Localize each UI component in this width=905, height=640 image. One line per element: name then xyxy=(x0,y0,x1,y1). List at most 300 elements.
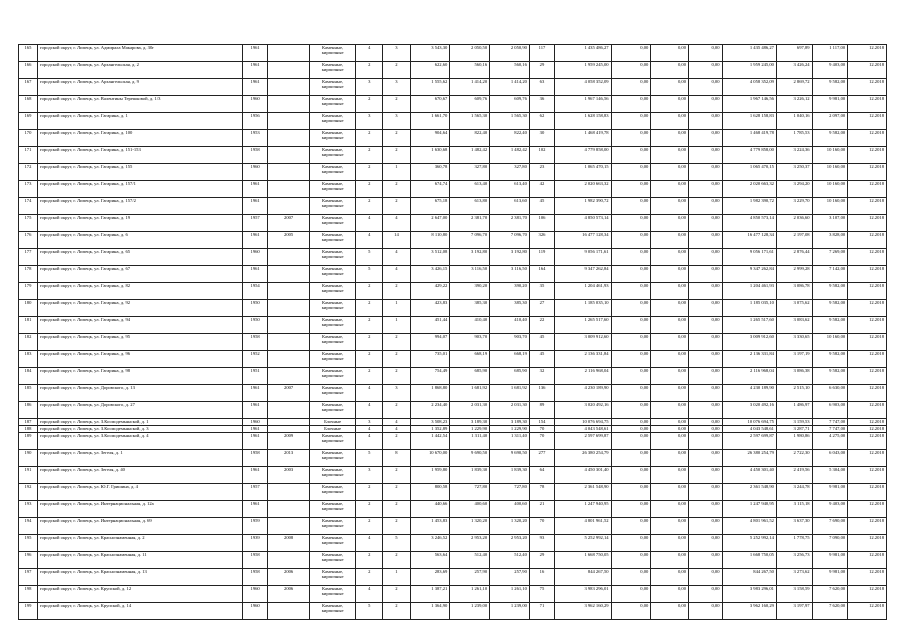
year-renovated-cell: 2007 xyxy=(268,385,310,402)
max-unit-cost-cell: 9 981,00 xyxy=(812,96,848,113)
total-cost-cell: 1 435 486,27 xyxy=(555,45,612,62)
table-row xyxy=(19,266,887,283)
funds-municipal-cell: 0,00 xyxy=(689,351,723,368)
residents-cell: 93 xyxy=(529,535,554,552)
floors-cell: 2 xyxy=(356,181,383,198)
row-number-cell: 187 xyxy=(19,419,38,426)
max-unit-cost-cell: 7 620,00 xyxy=(812,603,848,620)
entrances-cell: 2 xyxy=(383,586,410,603)
row-number-cell: 174 xyxy=(19,198,38,215)
residents-cell: 16 xyxy=(529,569,554,586)
floors-cell: 2 xyxy=(356,368,383,385)
funds-fund-cell: 0,00 xyxy=(611,501,651,518)
area-total-premises-cell: 560,16 xyxy=(450,62,490,79)
floors-cell: 4 xyxy=(356,433,383,450)
entrances-cell: 3 xyxy=(383,385,410,402)
max-unit-cost-cell: 7 142,00 xyxy=(812,266,848,283)
floors-cell: 4 xyxy=(356,535,383,552)
funds-owners-cell: 2 136 331,84 xyxy=(722,351,776,368)
year-built-cell: 1961 xyxy=(243,62,268,79)
funds-region-cell: 0,00 xyxy=(651,586,689,603)
funds-fund-cell: 0,00 xyxy=(611,535,651,552)
housing-register-table xyxy=(18,44,887,620)
wall-material-cell: Каменные, кирпичные xyxy=(310,317,356,334)
row-number-cell: 194 xyxy=(19,518,38,535)
row-number-cell: 198 xyxy=(19,586,38,603)
completion-date-cell: 12.2018 xyxy=(848,569,887,586)
year-built-cell: 1960 xyxy=(243,603,268,620)
unit-cost-cell: 1 785,53 xyxy=(776,130,812,147)
year-built-cell: 1960 xyxy=(243,164,268,181)
total-area-cell: 8 110,80 xyxy=(410,232,450,249)
funds-region-cell: 0,00 xyxy=(651,300,689,317)
funds-region-cell: 0,00 xyxy=(651,198,689,215)
unit-cost-cell: 2 869,72 xyxy=(776,79,812,96)
total-area-cell: 3 508,23 xyxy=(410,419,450,426)
year-renovated-cell xyxy=(268,317,310,334)
area-total-premises-cell: 327,80 xyxy=(450,164,490,181)
unit-cost-cell: 3 229,70 xyxy=(776,198,812,215)
total-area-cell: 1 352,89 xyxy=(410,426,450,433)
area-total-premises-cell: 390,20 xyxy=(450,283,490,300)
address-cell: городской округ, г. Липецк, ул. З.Космодемьянской, д. 4 xyxy=(37,433,242,450)
total-area-cell: 904,64 xyxy=(410,130,450,147)
table-row xyxy=(19,419,887,426)
area-residential-cell: 613,40 xyxy=(490,181,530,198)
total-cost-cell: 4 043 548,61 xyxy=(555,426,612,433)
unit-cost-cell: 3 224,36 xyxy=(776,147,812,164)
address-cell: городской округ, г. Липецк, ул. Гагарина, д. 6 xyxy=(37,232,242,249)
funds-municipal-cell: 0,00 xyxy=(689,300,723,317)
address-cell: городской округ, г. Липецк, ул. Краснознаменная, д. 13 xyxy=(37,569,242,586)
funds-municipal-cell: 0,00 xyxy=(689,198,723,215)
completion-date-cell: 12.2018 xyxy=(848,368,887,385)
completion-date-cell: 12.2018 xyxy=(848,317,887,334)
address-cell: городской округ, г. Липецк, ул. Адмирала Макарова, д. 30г xyxy=(37,45,242,62)
address-cell: городской округ, г. Липецк, ул. Гагарина, д. 67 xyxy=(37,266,242,283)
wall-material-cell: Каменные, кирпичные xyxy=(310,569,356,586)
total-cost-cell: 1 668 750,05 xyxy=(555,552,612,569)
address-cell: городской округ, г. Липецк, ул. Крупской, д. 14 xyxy=(37,603,242,620)
funds-fund-cell: 0,00 xyxy=(611,266,651,283)
year-built-cell: 1961 xyxy=(243,501,268,518)
funds-owners-cell: 1 982 390,72 xyxy=(722,198,776,215)
row-number-cell: 183 xyxy=(19,351,38,368)
residents-cell: 64 xyxy=(529,467,554,484)
funds-owners-cell: 3 009 912,60 xyxy=(722,334,776,351)
area-total-premises-cell: 385,30 xyxy=(450,300,490,317)
entrances-cell: 2 xyxy=(383,62,410,79)
year-renovated-cell: 2007 xyxy=(268,215,310,232)
funds-fund-cell: 0,00 xyxy=(611,450,651,467)
completion-date-cell: 12.2018 xyxy=(848,419,887,426)
row-number-cell: 173 xyxy=(19,181,38,198)
funds-region-cell: 0,00 xyxy=(651,181,689,198)
unit-cost-cell: 3 426,24 xyxy=(776,62,812,79)
residents-cell: 32 xyxy=(529,368,554,385)
funds-owners-cell: 1 265 517,60 xyxy=(722,317,776,334)
unit-cost-cell: 3 273,62 xyxy=(776,569,812,586)
address-cell: городской округ, г. Липецк, ул. Гагарина, д. 19 xyxy=(37,215,242,232)
row-number-cell: 192 xyxy=(19,484,38,501)
completion-date-cell: 12.2018 xyxy=(848,300,887,317)
area-total-premises-cell: 2 953,20 xyxy=(450,535,490,552)
year-built-cell: 1958 xyxy=(243,450,268,467)
funds-region-cell: 0,00 xyxy=(651,368,689,385)
funds-municipal-cell: 0,00 xyxy=(689,215,723,232)
funds-owners-cell: 3 983 296,01 xyxy=(722,586,776,603)
funds-fund-cell: 0,00 xyxy=(611,96,651,113)
row-number-cell: 167 xyxy=(19,79,38,96)
area-residential-cell: 400,60 xyxy=(490,501,530,518)
area-total-premises-cell: 613,80 xyxy=(450,198,490,215)
table-row xyxy=(19,586,887,603)
funds-owners-cell: 9 056 171,61 xyxy=(722,249,776,266)
floors-cell: 5 xyxy=(356,249,383,266)
area-total-premises-cell: 7 096,70 xyxy=(450,232,490,249)
completion-date-cell: 12.2018 xyxy=(848,96,887,113)
total-area-cell: 3 426,15 xyxy=(410,266,450,283)
table-row xyxy=(19,433,887,450)
residents-cell: 102 xyxy=(529,147,554,164)
unit-cost-cell: 3 075,62 xyxy=(776,300,812,317)
year-built-cell: 1960 xyxy=(243,419,268,426)
funds-region-cell: 0,00 xyxy=(651,603,689,620)
year-built-cell: 1952 xyxy=(243,351,268,368)
total-cost-cell: 1 265 517,60 xyxy=(555,317,612,334)
max-unit-cost-cell: 6 630,00 xyxy=(812,385,848,402)
area-total-premises-cell: 1 320,20 xyxy=(450,518,490,535)
total-cost-cell: 16 477 128,34 xyxy=(555,232,612,249)
funds-fund-cell: 0,00 xyxy=(611,300,651,317)
funds-region-cell: 0,00 xyxy=(651,79,689,96)
area-total-premises-cell: 1 261,10 xyxy=(450,586,490,603)
unit-cost-cell: 1 778,75 xyxy=(776,535,812,552)
total-cost-cell: 9 056 171,61 xyxy=(555,249,612,266)
max-unit-cost-cell: 3 107,00 xyxy=(812,215,848,232)
funds-owners-cell: 1 967 146,56 xyxy=(722,96,776,113)
unit-cost-cell: 1 486,97 xyxy=(776,402,812,419)
residents-cell: 70 xyxy=(529,433,554,450)
total-area-cell: 1 959,80 xyxy=(410,467,450,484)
wall-material-cell: Каменные, кирпичные xyxy=(310,501,356,518)
funds-region-cell: 0,00 xyxy=(651,518,689,535)
wall-material-cell: Каменные, кирпичные xyxy=(310,433,356,450)
address-cell: городской округ, г. Липецк, ул. З.Космодемьянской, д. 3 xyxy=(37,426,242,433)
funds-fund-cell: 0,00 xyxy=(611,569,651,586)
funds-owners-cell: 1 959 245,00 xyxy=(722,62,776,79)
residents-cell: 154 xyxy=(529,419,554,426)
table-row xyxy=(19,501,887,518)
residents-cell: 119 xyxy=(529,249,554,266)
completion-date-cell: 12.2018 xyxy=(848,518,887,535)
funds-region-cell: 0,00 xyxy=(651,96,689,113)
funds-owners-cell: 4 230 189,90 xyxy=(722,385,776,402)
max-unit-cost-cell: 9 582,00 xyxy=(812,368,848,385)
floors-cell: 4 xyxy=(356,402,383,419)
area-residential-cell: 385,30 xyxy=(490,300,530,317)
max-unit-cost-cell: 6 043,00 xyxy=(812,450,848,467)
completion-date-cell: 12.2018 xyxy=(848,433,887,450)
residents-cell: 70 xyxy=(529,426,554,433)
wall-material-cell: Каменные, кирпичные xyxy=(310,79,356,96)
area-residential-cell: 1 320,20 xyxy=(490,518,530,535)
residents-cell: 136 xyxy=(529,385,554,402)
table-row xyxy=(19,552,887,569)
row-number-cell: 177 xyxy=(19,249,38,266)
area-total-premises-cell: 257,90 xyxy=(450,569,490,586)
wall-material-cell: Каменные, кирпичные xyxy=(310,181,356,198)
floors-cell: 2 xyxy=(356,552,383,569)
area-residential-cell: 410,40 xyxy=(490,317,530,334)
funds-region-cell: 0,00 xyxy=(651,215,689,232)
year-renovated-cell: 2006 xyxy=(268,586,310,603)
funds-owners-cell: 1 185 035,10 xyxy=(722,300,776,317)
funds-owners-cell: 5 252 992,14 xyxy=(722,535,776,552)
row-number-cell: 182 xyxy=(19,334,38,351)
entrances-cell: 1 xyxy=(383,164,410,181)
entrances-cell: 2 xyxy=(383,283,410,300)
completion-date-cell: 12.2018 xyxy=(848,266,887,283)
year-renovated-cell xyxy=(268,62,310,79)
area-total-premises-cell: 3 189,30 xyxy=(450,419,490,426)
residents-cell: 42 xyxy=(529,181,554,198)
residents-cell: 277 xyxy=(529,450,554,467)
area-total-premises-cell: 1 839,30 xyxy=(450,467,490,484)
row-number-cell: 180 xyxy=(19,300,38,317)
area-residential-cell: 685,90 xyxy=(490,368,530,385)
year-built-cell: 1958 xyxy=(243,334,268,351)
residents-cell: 29 xyxy=(529,552,554,569)
table-row xyxy=(19,113,887,130)
address-cell: городской округ, г. Липецк, ул. Зегеля, д. 40 xyxy=(37,467,242,484)
max-unit-cost-cell: 10 160,00 xyxy=(812,181,848,198)
unit-cost-cell: 3 086,78 xyxy=(776,283,812,300)
year-built-cell: 1961 xyxy=(243,385,268,402)
total-cost-cell: 4 850 573,14 xyxy=(555,215,612,232)
max-unit-cost-cell: 10 160,00 xyxy=(812,164,848,181)
unit-cost-cell: 2 036,60 xyxy=(776,215,812,232)
floors-cell: 4 xyxy=(356,215,383,232)
year-built-cell: 1961 xyxy=(243,181,268,198)
entrances-cell: 2 xyxy=(383,351,410,368)
area-residential-cell: 3 116,50 xyxy=(490,266,530,283)
entrances-cell: 2 xyxy=(383,603,410,620)
wall-material-cell: Каменные, кирпичные xyxy=(310,113,356,130)
residents-cell: 27 xyxy=(529,300,554,317)
residents-cell: 30 xyxy=(529,130,554,147)
total-cost-cell: 4 450 301,40 xyxy=(555,467,612,484)
completion-date-cell: 12.2018 xyxy=(848,79,887,96)
row-number-cell: 166 xyxy=(19,62,38,79)
area-residential-cell: 7 096,70 xyxy=(490,232,530,249)
entrances-cell: 4 xyxy=(383,249,410,266)
year-renovated-cell xyxy=(268,484,310,501)
area-total-premises-cell: 2 031,30 xyxy=(450,402,490,419)
total-area-cell: 440,66 xyxy=(410,501,450,518)
area-residential-cell: 613,60 xyxy=(490,198,530,215)
residents-cell: 78 xyxy=(529,484,554,501)
funds-municipal-cell: 0,00 xyxy=(689,467,723,484)
area-residential-cell: 1 261,10 xyxy=(490,586,530,603)
address-cell: городской округ, г. Липецк, ул. Интернациональная, д. 12а xyxy=(37,501,242,518)
area-residential-cell: 2 031,30 xyxy=(490,402,530,419)
area-residential-cell: 1 681,92 xyxy=(490,385,530,402)
total-area-cell: 670,67 xyxy=(410,96,450,113)
completion-date-cell: 12.2018 xyxy=(848,552,887,569)
total-area-cell: 1 868,80 xyxy=(410,385,450,402)
table-row xyxy=(19,368,887,385)
unit-cost-cell: 3 197,19 xyxy=(776,351,812,368)
area-total-premises-cell: 609,76 xyxy=(450,96,490,113)
max-unit-cost-cell: 7 090,00 xyxy=(812,535,848,552)
address-cell: городской округ, г. Липецк, ул. З.Космодемьянской, д. 1 xyxy=(37,419,242,426)
total-area-cell: 283,69 xyxy=(410,569,450,586)
floors-cell: 3 xyxy=(356,79,383,96)
funds-region-cell: 0,00 xyxy=(651,45,689,62)
completion-date-cell: 12.2018 xyxy=(848,351,887,368)
funds-owners-cell: 4 058 352,09 xyxy=(722,79,776,96)
total-area-cell: 675,18 xyxy=(410,198,450,215)
funds-fund-cell: 0,00 xyxy=(611,164,651,181)
total-area-cell: 1 630,68 xyxy=(410,147,450,164)
year-renovated-cell: 2009 xyxy=(268,433,310,450)
wall-material-cell: Каменные, кирпичные xyxy=(310,450,356,467)
completion-date-cell: 12.2018 xyxy=(848,603,887,620)
residents-cell: 35 xyxy=(529,283,554,300)
wall-material-cell: Каменные, кирпичные xyxy=(310,351,356,368)
max-unit-cost-cell: 10 160,00 xyxy=(812,334,848,351)
unit-cost-cell: 3 115,18 xyxy=(776,501,812,518)
wall-material-cell: Каменные, кирпичные xyxy=(310,266,356,283)
wall-material-cell: Блочные xyxy=(310,419,356,426)
year-built-cell: 1958 xyxy=(243,147,268,164)
residents-cell: 45 xyxy=(529,351,554,368)
funds-municipal-cell: 0,00 xyxy=(689,334,723,351)
funds-region-cell: 0,00 xyxy=(651,552,689,569)
total-area-cell: 563,64 xyxy=(410,552,450,569)
wall-material-cell: Каменные, кирпичные xyxy=(310,300,356,317)
funds-fund-cell: 0,00 xyxy=(611,113,651,130)
max-unit-cost-cell: 7 747,00 xyxy=(812,426,848,433)
total-area-cell: 622,60 xyxy=(410,62,450,79)
unit-cost-cell: 3 287,71 xyxy=(776,426,812,433)
unit-cost-cell: 3 197,97 xyxy=(776,603,812,620)
area-total-premises-cell: 1 311,40 xyxy=(450,433,490,450)
floors-cell: 2 xyxy=(356,518,383,535)
area-residential-cell: 2 381,70 xyxy=(490,215,530,232)
total-area-cell: 360,78 xyxy=(410,164,450,181)
year-renovated-cell: 2003 xyxy=(268,467,310,484)
total-cost-cell: 3 009 912,60 xyxy=(555,334,612,351)
area-residential-cell: 2 953,20 xyxy=(490,535,530,552)
max-unit-cost-cell: 3 828,00 xyxy=(812,232,848,249)
funds-municipal-cell: 0,00 xyxy=(689,45,723,62)
total-area-cell: 10 670,00 xyxy=(410,450,450,467)
funds-municipal-cell: 0,00 xyxy=(689,317,723,334)
total-cost-cell: 10 076 694,75 xyxy=(555,419,612,426)
year-built-cell: 1953 xyxy=(243,130,268,147)
floors-cell: 4 xyxy=(356,232,383,249)
year-renovated-cell xyxy=(268,266,310,283)
area-residential-cell: 1 482,42 xyxy=(490,147,530,164)
residents-cell: 75 xyxy=(529,586,554,603)
total-area-cell: 754,49 xyxy=(410,368,450,385)
table-row xyxy=(19,426,887,433)
residents-cell: 23 xyxy=(529,164,554,181)
address-cell: городской округ, г. Липецк, ул. Гагарина, д. 1 xyxy=(37,113,242,130)
floors-cell: 2 xyxy=(356,62,383,79)
address-cell: городской округ, г. Липецк, ул. Интернациональная, д. 69 xyxy=(37,518,242,535)
funds-region-cell: 0,00 xyxy=(651,249,689,266)
funds-fund-cell: 0,00 xyxy=(611,385,651,402)
funds-municipal-cell: 0,00 xyxy=(689,450,723,467)
wall-material-cell: Каменные, кирпичные xyxy=(310,215,356,232)
entrances-cell: 1 xyxy=(383,569,410,586)
floors-cell: 2 xyxy=(356,317,383,334)
funds-fund-cell: 0,00 xyxy=(611,249,651,266)
floors-cell: 5 xyxy=(356,266,383,283)
entrances-cell: 3 xyxy=(383,79,410,96)
funds-region-cell: 0,00 xyxy=(651,501,689,518)
funds-municipal-cell: 0,00 xyxy=(689,79,723,96)
entrances-cell: 4 xyxy=(383,266,410,283)
total-cost-cell: 2 136 331,84 xyxy=(555,351,612,368)
year-built-cell: 1961 xyxy=(243,433,268,450)
total-cost-cell: 5 252 992,14 xyxy=(555,535,612,552)
funds-owners-cell: 4 850 573,14 xyxy=(722,215,776,232)
total-area-cell: 674,74 xyxy=(410,181,450,198)
total-area-cell: 800,58 xyxy=(410,484,450,501)
completion-date-cell: 12.2018 xyxy=(848,232,887,249)
year-built-cell: 1961 xyxy=(243,45,268,62)
unit-cost-cell: 2 515,10 xyxy=(776,385,812,402)
entrances-cell: 2 xyxy=(383,518,410,535)
table-row xyxy=(19,535,887,552)
total-cost-cell: 3 962 160,29 xyxy=(555,603,612,620)
unit-cost-cell: 3 330,65 xyxy=(776,334,812,351)
funds-fund-cell: 0,00 xyxy=(611,484,651,501)
area-total-premises-cell: 822,40 xyxy=(450,130,490,147)
residents-cell: 326 xyxy=(529,232,554,249)
address-cell: городской округ, г. Липецк, ул. Гагарина, д. 98 xyxy=(37,368,242,385)
completion-date-cell: 12.2018 xyxy=(848,45,887,62)
area-total-premises-cell: 3 192,80 xyxy=(450,249,490,266)
area-residential-cell: 560,16 xyxy=(490,62,530,79)
funds-region-cell: 0,00 xyxy=(651,283,689,300)
year-renovated-cell: 2005 xyxy=(268,232,310,249)
funds-region-cell: 0,00 xyxy=(651,402,689,419)
total-area-cell: 2 234,40 xyxy=(410,402,450,419)
address-cell: городской округ, г. Липецк, ул. Гагарина, д. 100 xyxy=(37,130,242,147)
completion-date-cell: 12.2018 xyxy=(848,215,887,232)
total-cost-cell: 1 959 245,00 xyxy=(555,62,612,79)
year-built-cell: 1961 xyxy=(243,266,268,283)
funds-fund-cell: 0,00 xyxy=(611,62,651,79)
floors-cell: 3 xyxy=(356,419,383,426)
residents-cell: 62 xyxy=(529,113,554,130)
total-cost-cell: 3 983 296,01 xyxy=(555,586,612,603)
table-row xyxy=(19,198,887,215)
funds-owners-cell: 1 435 486,27 xyxy=(722,45,776,62)
table-row xyxy=(19,385,887,402)
floors-cell: 3 xyxy=(356,113,383,130)
max-unit-cost-cell: 4 275,00 xyxy=(812,433,848,450)
residents-cell: 21 xyxy=(529,501,554,518)
funds-region-cell: 0,00 xyxy=(651,266,689,283)
row-number-cell: 190 xyxy=(19,450,38,467)
entrances-cell: 3 xyxy=(383,45,410,62)
